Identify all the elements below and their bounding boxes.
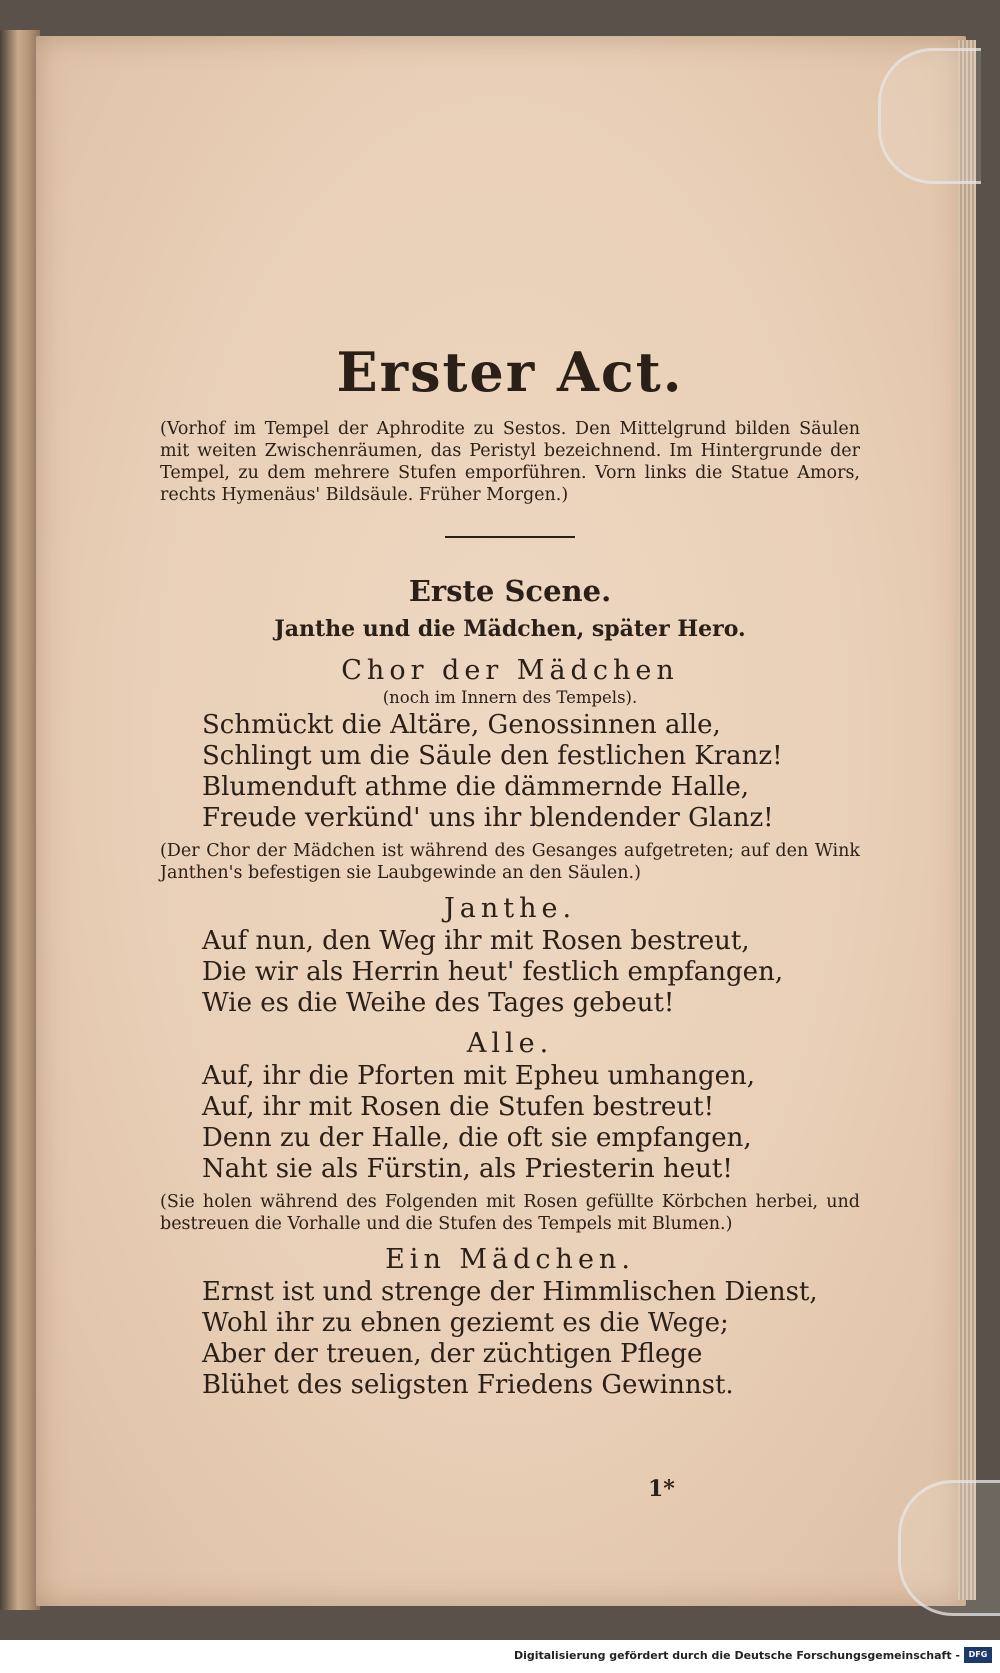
speaker-chor: Chor der Mädchen [341, 655, 679, 686]
speaker-janthe: Janthe. [443, 893, 577, 924]
verse-line: Blühet des seligsten Friedens Gewinnst. [202, 1370, 734, 1400]
act-title: Erster Act. [336, 340, 684, 404]
page-clip-bottom [898, 1480, 1000, 1616]
page-clip-top [878, 48, 981, 184]
stage-direction-chor: (Der Chor der Mädchen ist während des Gesanges aufgetreten; auf den Wink Janthen's befestigen sie Laubgewinde an den Säulen.) [160, 841, 860, 883]
verse-line: Freude verkünd' uns ihr blendender Glanz! [202, 803, 774, 833]
footer-bar [0, 1640, 1000, 1673]
verse-janthe [202, 926, 860, 1019]
scene-persons: Janthe und die Mädchen, später Hero. [274, 616, 746, 642]
speaker-maedchen: Ein Mädchen. [385, 1244, 635, 1275]
section-divider [445, 536, 575, 538]
verse-line: Ernst ist und strenge der Himmlischen Dienst, [202, 1277, 818, 1307]
page-content [160, 340, 860, 1401]
verse-line: Schmückt die Altäre, Genossinnen alle, [202, 710, 721, 740]
verse-maedchen [202, 1277, 860, 1401]
stage-direction-alle: (Sie holen während des Folgenden mit Rosen gefüllte Körbchen herbei, und bestreuen die Vorhalle und die Stufen des Tempels mit Blumen.) [160, 1192, 860, 1234]
verse-line: Aber der treuen, der züchtigen Pflege [202, 1339, 703, 1369]
verse-line: Auf nun, den Weg ihr mit Rosen bestreut, [202, 926, 750, 956]
verse-line: Naht sie als Fürstin, als Priesterin heut! [202, 1154, 733, 1184]
book-spine [0, 30, 40, 1610]
verse-line: Denn zu der Halle, die oft sie empfangen, [202, 1123, 752, 1153]
signature-mark: 1* [648, 1476, 675, 1502]
speaker-aside: (noch im Innern des Tempels). [382, 688, 638, 707]
footer-credit: Digitalisierung gefördert durch die Deutsche Forschungsgemeinschaft - [513, 1649, 960, 1662]
verse-alle [202, 1061, 860, 1185]
speaker-alle: Alle. [466, 1028, 554, 1059]
verse-line: Auf, ihr mit Rosen die Stufen bestreut! [202, 1092, 715, 1122]
act-stage-direction: (Vorhof im Tempel der Aphrodite zu Sestos. Den Mittelgrund bilden Säulen mit weiten Zwischenräumen, das Peristyl bezeichnend. Im Hintergrunde der Tempel, zu dem mehrere Stufen emporführen. Vorn links die Statue Amors, rechts Hymenäus' Bildsäule. Früher Morgen.) [160, 419, 860, 505]
verse-line: Schlingt um die Säule den festlichen Kranz! [202, 741, 783, 771]
verse-line: Blumenduft athme die dämmernde Halle, [202, 772, 750, 802]
verse-line: Wohl ihr zu ebnen geziemt es die Wege; [202, 1308, 729, 1338]
verse-line: Auf, ihr die Pforten mit Epheu umhangen, [202, 1061, 756, 1091]
verse-line: Die wir als Herrin heut' festlich empfangen, [202, 957, 784, 987]
verse-chor [202, 710, 860, 834]
scene-title: Erste Scene. [408, 574, 612, 608]
page-fore-edge [958, 40, 976, 1600]
verse-line: Wie es die Weihe des Tages gebeut! [202, 988, 675, 1018]
dfg-logo: DFG [964, 1647, 992, 1663]
